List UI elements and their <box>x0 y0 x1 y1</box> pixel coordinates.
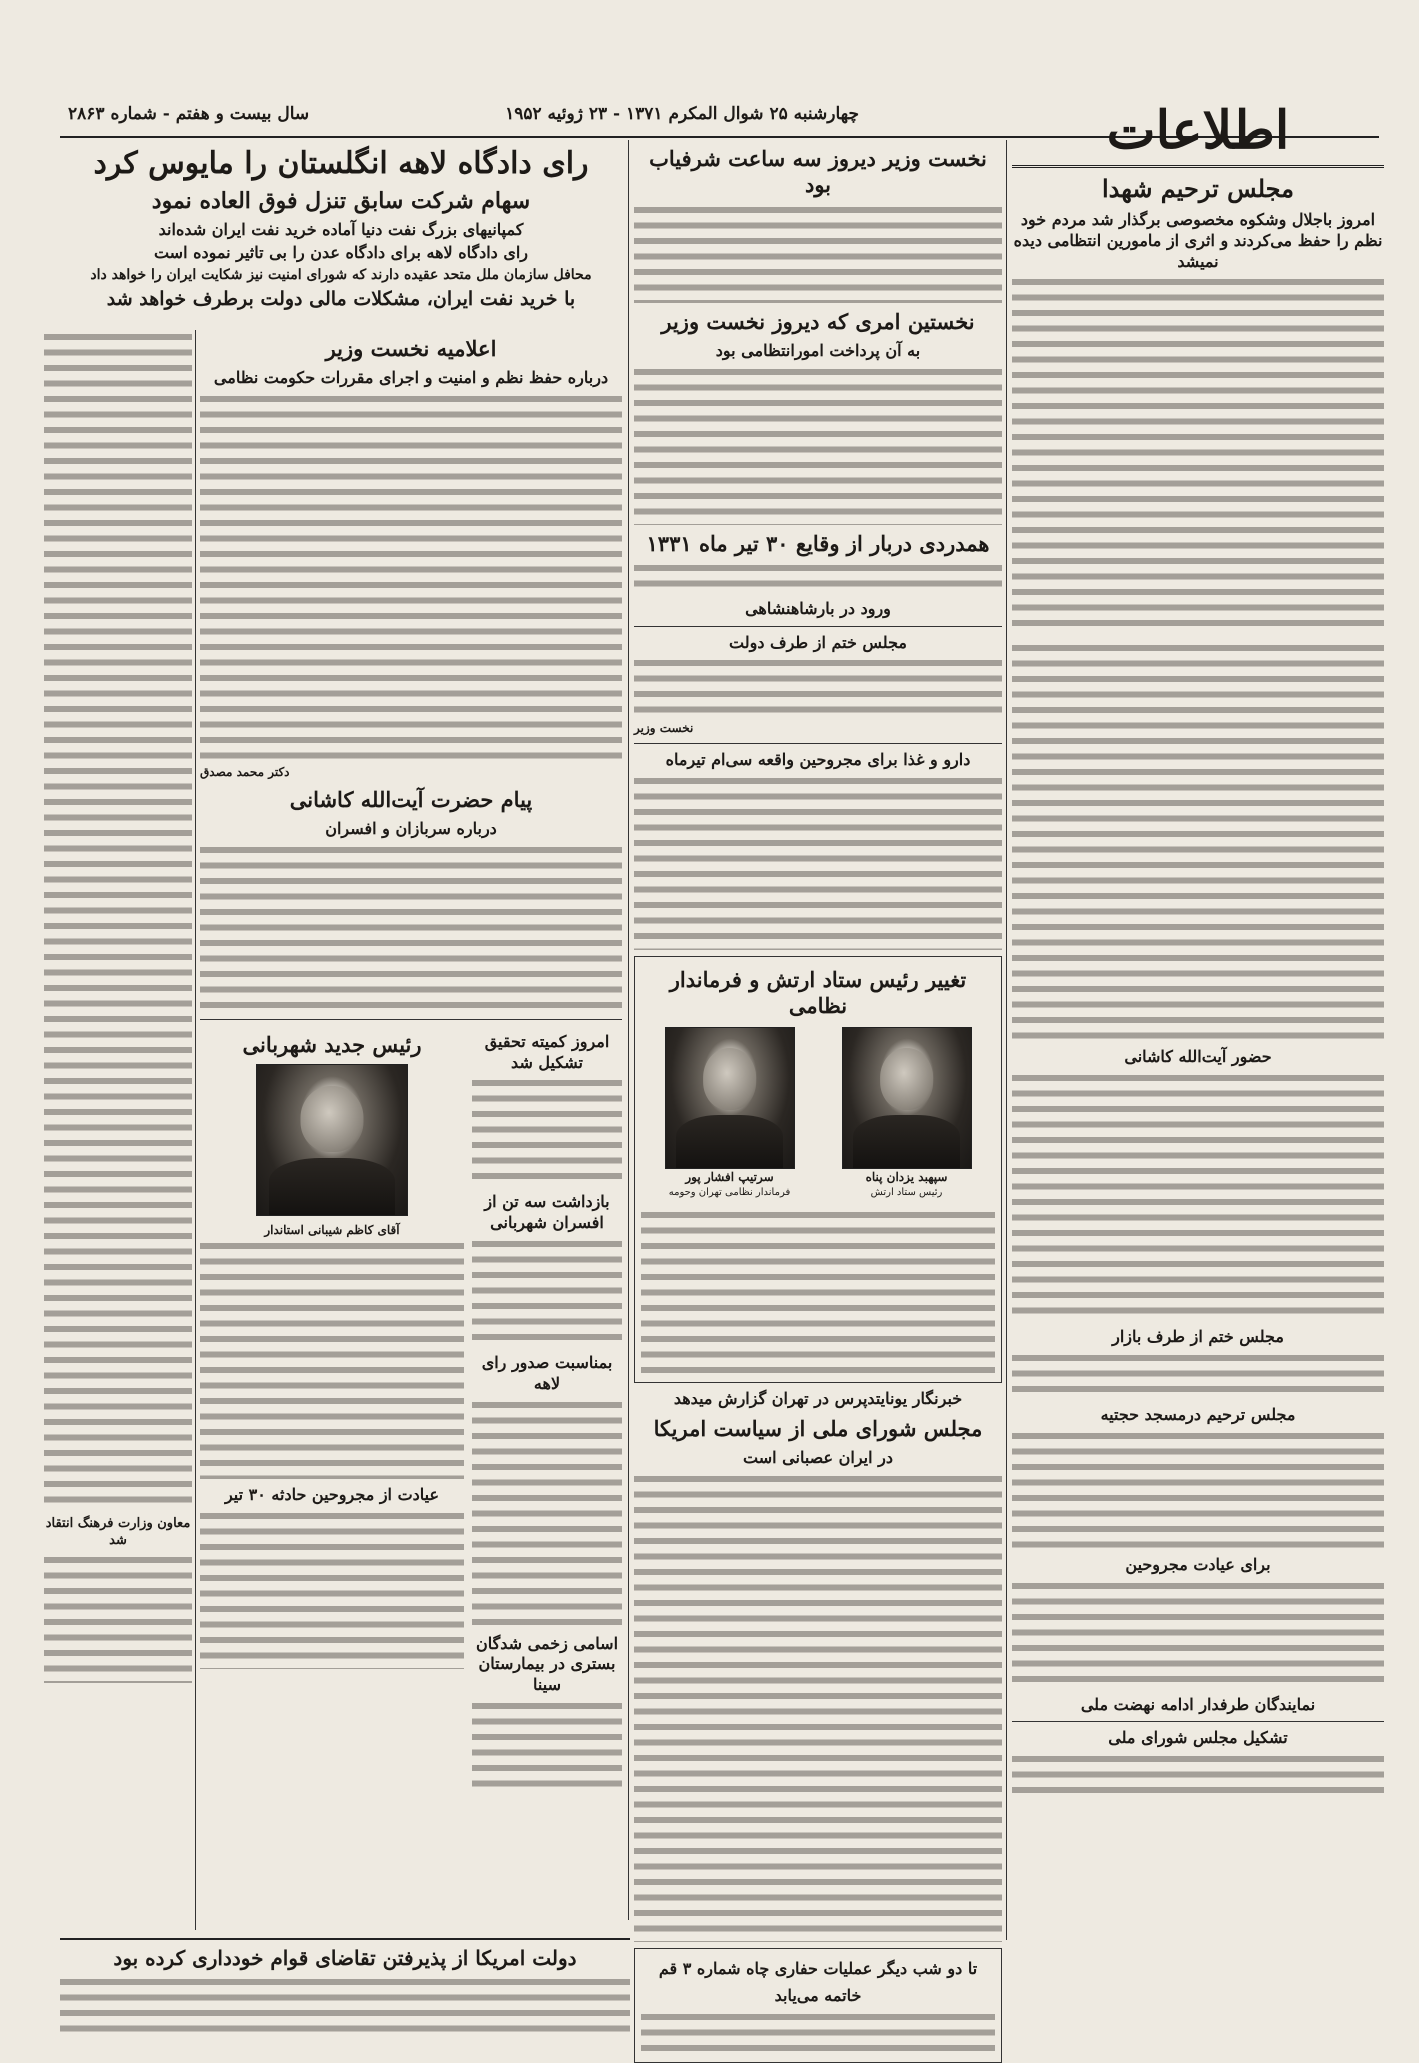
subhead-kashani-message: درباره سربازان و افسران <box>325 819 497 839</box>
article-text <box>472 1237 622 1347</box>
headline-bazaar: مجلس ختم از طرف بازار <box>1112 1327 1284 1347</box>
issue-number: سال بیست و هفتم - شماره ۲۸۶۳ <box>68 104 310 124</box>
pm-signature: نخست وزیر <box>634 721 694 736</box>
column-center-right <box>634 140 1002 2005</box>
subhead-pm-first-order: به آن پرداخت امورانتظامی بود <box>715 340 921 360</box>
lower-split <box>200 1026 622 1789</box>
headline-military-change: تغییر رئیس ستاد ارتش و فرماندار نظامی <box>669 966 967 1019</box>
headline-pm-first-order: نخستین امری که دیروز نخست وزیر <box>661 308 975 334</box>
headline-kashani-message: پیام حضرت آیت‌الله کاشانی <box>289 786 533 812</box>
photo-row <box>641 1027 995 1200</box>
article-text <box>1012 1071 1384 1321</box>
banner-oil-companies: کمپانیهای بزرگ نفت دنیا آماده خرید نفت ایران شده‌اند <box>158 219 524 239</box>
column-rule <box>628 140 629 1920</box>
column-left <box>44 330 192 1920</box>
bottom-article <box>60 1938 630 2039</box>
article-text <box>634 203 1002 303</box>
banner-finance: با خرید نفت ایران، مشکلات مالی دولت برطرف خواهد شد <box>106 287 576 310</box>
headline-govt-mourning: مجلس ختم از طرف دولت <box>729 632 907 652</box>
article-text <box>634 1472 1002 1942</box>
qom-well-box <box>634 1948 1002 2063</box>
headline-up-correspondent: خبرنگار یونایتدپرس در تهران گزارش میدهد <box>673 1389 963 1409</box>
article-text <box>472 1699 622 1789</box>
caption-afsharpour: سرتیپ افشار پور فرماندار نظامی تهران وحومه <box>668 1170 791 1199</box>
article-text <box>634 365 1002 525</box>
hague-banner <box>60 140 622 330</box>
column-right <box>1012 100 1384 1930</box>
column-rule <box>1006 140 1007 1940</box>
article-text <box>634 656 1002 720</box>
article-text <box>1012 275 1384 635</box>
headline-us-qavam: دولت امریکا از پذیرفتن تقاضای قوام خودداری کرده بود <box>113 1946 577 1970</box>
photo-yazdanpanah <box>842 1027 972 1200</box>
headline-hague-ruling: بمناسبت صدور رای لاهه <box>481 1353 613 1393</box>
police-chief-photo <box>256 1064 408 1216</box>
headline-parliament: تشکیل مجلس شورای ملی <box>1108 1728 1288 1748</box>
headline-pm-declaration: اعلامیه نخست وزیر <box>325 336 497 361</box>
portrait-photo <box>665 1027 795 1169</box>
police-chief-caption: آقای کاظم شیبانی استاندار <box>264 1223 400 1238</box>
headline-majlis-us: مجلس شورای ملی از سیاست امریکا <box>653 1416 983 1442</box>
subhead-majlis-us: در ایران عصبانی است <box>743 1448 893 1468</box>
headline-injured-list: اسامی زخمی شدگان بستری در بیمارستان سینا <box>475 1633 619 1695</box>
headline-commission: امروز کمیته تحقیق تشکیل شد <box>484 1031 610 1072</box>
headline-visit-injured-2: عیادت از مجروحین حادثه ۳۰ تیر <box>224 1484 440 1504</box>
column-rule <box>195 330 196 1930</box>
banner-hague: رای دادگاه لاهه انگلستان را مایوس کرد <box>93 146 589 181</box>
headline-reps: نمایندگان طرفدار ادامه نهضت ملی <box>1080 1694 1316 1714</box>
article-text <box>641 1208 995 1378</box>
headline-culture-deputy: معاون وزارت فرهنگ انتقاد شد <box>45 1516 191 1548</box>
headline-pm-audience: نخست وزیر دیروز سه ساعت شرفیاب بود <box>649 146 987 198</box>
headline-court-sympathy: همدردی دربار از وقایع ۳۰ تیر ماه ۱۳۳۱ <box>646 530 990 556</box>
subhead-court: ورود در بارشاهنشاهی <box>745 598 891 618</box>
article-text <box>472 1076 622 1186</box>
article-text <box>634 774 1002 950</box>
lower-left-col <box>200 1026 464 1789</box>
banner-un: محافل سازمان ملل متحد عقیده دارند که شورای امنیت نیز شکایت ایران را خواهد داد <box>90 266 592 283</box>
subhead-mourning: امروز باجلال وشکوه مخصوصی برگذار شد مردم خود نظم را حفظ می‌کردند و اثری از مامورین انتظامی دیده نمیشد <box>1013 210 1383 271</box>
article-text <box>200 392 622 764</box>
headline-qom-well: تا دو شب دیگر عملیات حفاری چاه شماره ۳ قم <box>658 1959 978 1979</box>
lower-right-col <box>472 1026 622 1789</box>
headline-mourning: مجلس ترحیم شهدا <box>1101 174 1294 203</box>
article-text <box>1012 641 1384 1041</box>
photo-afsharpour <box>665 1027 795 1200</box>
banner-aden: رای دادگاه لاهه برای دادگاه عدن را بی تاثیر نموده است <box>153 243 529 263</box>
headline-police-arrest: بازداشت سه تن از افسران شهربانی <box>484 1192 610 1233</box>
article-text <box>200 843 622 1013</box>
article-text <box>44 330 192 1510</box>
headline-kashani-presence: حضور آیت‌الله کاشانی <box>1124 1047 1272 1067</box>
article-text <box>200 1239 464 1479</box>
headline-new-police-chief: رئیس جدید شهربانی <box>242 1031 422 1057</box>
article-text <box>634 561 1002 593</box>
portrait-photo <box>842 1027 972 1169</box>
column-center-left <box>200 330 622 1920</box>
declaration-signature: دکتر محمد مصدق <box>200 765 290 780</box>
article-text <box>641 2010 995 2058</box>
article-text <box>472 1398 622 1628</box>
article-text <box>60 1975 630 2039</box>
headline-visit-injured: برای عیادت مجروحین <box>1125 1554 1271 1574</box>
subhead-pm-declaration: درباره حفظ نظم و امنیت و اجرای مقررات حکومت نظامی <box>213 368 609 388</box>
masthead-logo: اطلاعات <box>1012 100 1384 168</box>
caption-yazdanpanah: سپهبد یزدان پناه رئیس ستاد ارتش <box>865 1170 948 1199</box>
article-text <box>1012 1429 1384 1549</box>
article-text <box>1012 1752 1384 1800</box>
banner-shares: سهام شرکت سابق تنزل فوق العاده نمود <box>151 188 531 214</box>
military-change-box <box>634 956 1002 1383</box>
headline-hojjatieh: مجلس ترحیم درمسجد حجتیه <box>1100 1404 1296 1424</box>
article-text <box>200 1509 464 1669</box>
subhead-qom-well: خاتمه می‌یابد <box>774 1985 862 2005</box>
article-text <box>1012 1351 1384 1399</box>
issue-date: چهارشنبه ۲۵ شوال المکرم ۱۳۷۱ - ۲۳ ژوئیه ۱۹۵۲ <box>505 104 859 124</box>
headline-medicine-food: دارو و غذا برای مجروحین واقعه سی‌ام تیرماه <box>665 750 971 770</box>
article-text <box>1012 1579 1384 1689</box>
article-text <box>44 1553 192 1683</box>
